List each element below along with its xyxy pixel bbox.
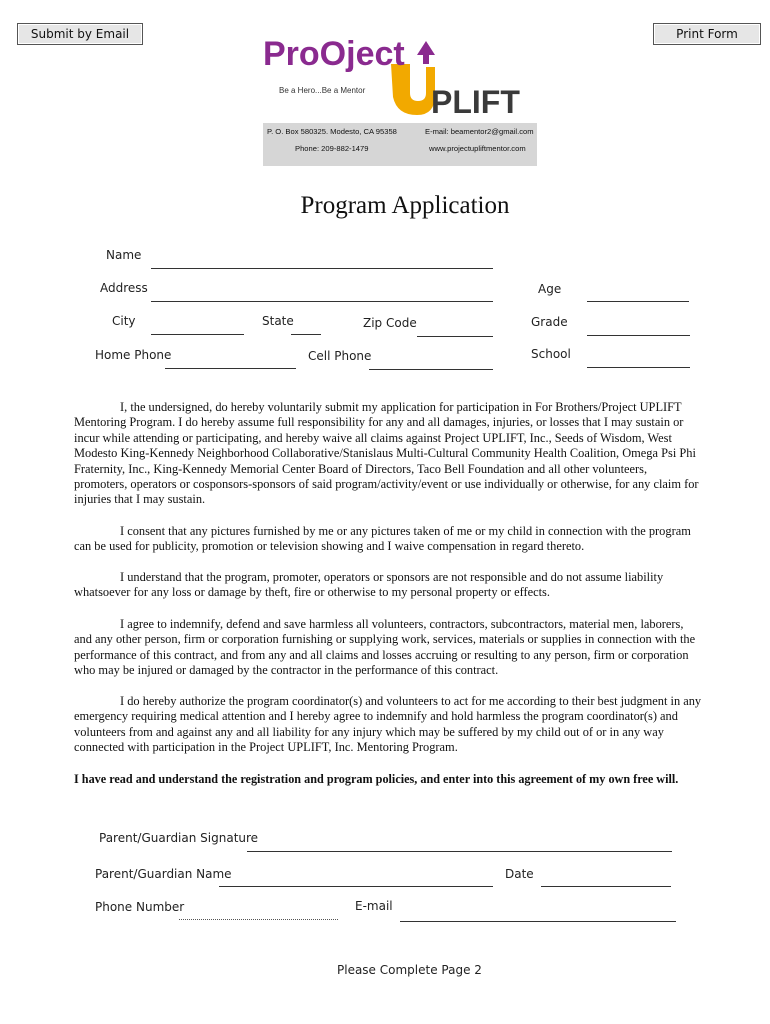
school-label: School — [531, 347, 571, 361]
age-field[interactable] — [587, 301, 689, 302]
logo-graphic — [263, 27, 537, 123]
city-field[interactable] — [151, 334, 244, 335]
print-form-button[interactable]: Print Form — [653, 23, 761, 45]
paragraph-4: I agree to indemnify, defend and save harmless all volunteers, contractors, subcontractors, material men, laborers, and any other person, firm or corporation furnishing or supplying work, services, materials or supplies in connection with the performance of this contract, and from any and all claims and losses accruing or resulting to any person, firm or corporation who may be injured or damaged by the contractor in the performance of this contract. — [74, 617, 696, 678]
home-phone-label: Home Phone — [95, 348, 172, 362]
contact-address: P. O. Box 580325. Modesto, CA 95358 — [267, 127, 397, 136]
contact-website: www.projectupliftmentor.com — [429, 144, 526, 153]
paragraph-1: I, the undersigned, do hereby voluntarily submit my application for participation in For Brothers/Project UPLIFT Mentoring Program. I do hereby assume full responsibility for any and all damages, injuries, or losses that I may sustain or incur while attending or participating, and hereby waive all claims against Project UPLIFT, Inc., Seeds of Wisdom, West Modesto King-Kennedy Neighborhood Collaborative/Stanislaus Multi-Cultural Community Health Coalition, Omega Psi Phi Fraternity, Inc., King-Kennedy Memorial Center Board of Directors, Taco Bell Foundation and all other volunteers, promoters, operators or cosponsors-sponsors of said program/activity/event or use individually or otherwise, for any claim for injuries that I may sustain. — [74, 400, 699, 507]
logo-tagline: Be a Hero...Be a Mentor — [279, 86, 366, 95]
contact-box — [263, 123, 537, 166]
zip-field[interactable] — [417, 336, 493, 337]
school-field[interactable] — [587, 367, 690, 368]
state-label: State — [262, 314, 294, 328]
logo — [263, 27, 537, 123]
cell-phone-label: Cell Phone — [308, 349, 372, 363]
parent-name-field[interactable] — [219, 886, 493, 887]
email-field[interactable] — [400, 921, 676, 922]
submit-by-email-button[interactable]: Submit by Email — [17, 23, 143, 45]
phone-number-label: Phone Number — [95, 900, 185, 914]
name-label: Name — [106, 248, 142, 262]
date-label: Date — [505, 867, 534, 881]
paragraph-2: I consent that any pictures furnished by me or any pictures taken of me or my child in connection with the program can be used for publicity, promotion or television showing and I waive compensation in regard thereto. — [74, 524, 691, 554]
paragraph-5: I do hereby authorize the program coordinator(s) and volunteers to act for me according to their best judgment in any emergency requiring medical attention and I hereby agree to indemnify and hold harmless the program coordinator(s) and volunteers from and against any and all liability for any injury which may be suffered by my child out of or in any way connected with participation in the Project UPLIFT, Inc. Mentoring Program. — [74, 694, 702, 755]
contact-phone: Phone: 209-882-1479 — [295, 144, 369, 153]
grade-label: Grade — [531, 315, 568, 329]
parent-name-label: Parent/Guardian Name — [95, 867, 232, 881]
city-label: City — [112, 314, 136, 328]
logo-wordmark: ProOject — [263, 35, 405, 73]
contact-email: E-mail: beamentor2@gmail.com — [425, 127, 534, 136]
logo-uplift: PLIFT — [431, 84, 520, 120]
footer-note: Please Complete Page 2 — [337, 963, 482, 977]
state-field[interactable] — [291, 334, 321, 335]
up-arrow-icon — [417, 41, 435, 64]
zip-label: Zip Code — [363, 316, 417, 330]
address-field[interactable] — [151, 301, 493, 302]
parent-signature-label: Parent/Guardian Signature — [99, 831, 259, 845]
cell-phone-field[interactable] — [369, 369, 493, 370]
phone-number-field[interactable] — [179, 919, 338, 920]
agreement-statement: I have read and understand the registration and program policies, and enter into this agreement of my own free will. — [74, 772, 679, 786]
email-label: E-mail — [355, 899, 393, 913]
grade-field[interactable] — [587, 335, 690, 336]
name-field[interactable] — [151, 268, 493, 269]
age-label: Age — [538, 282, 562, 296]
home-phone-field[interactable] — [165, 368, 296, 369]
address-label: Address — [100, 281, 148, 295]
page-title: Program Application — [300, 192, 510, 219]
paragraph-3: I understand that the program, promoter, operators or sponsors are not responsible and do not assume liability whatsoever for any loss or damage by theft, fire or otherwise to my personal property or effects. — [74, 570, 664, 600]
date-field[interactable] — [541, 886, 671, 887]
parent-signature-field[interactable] — [247, 851, 672, 852]
